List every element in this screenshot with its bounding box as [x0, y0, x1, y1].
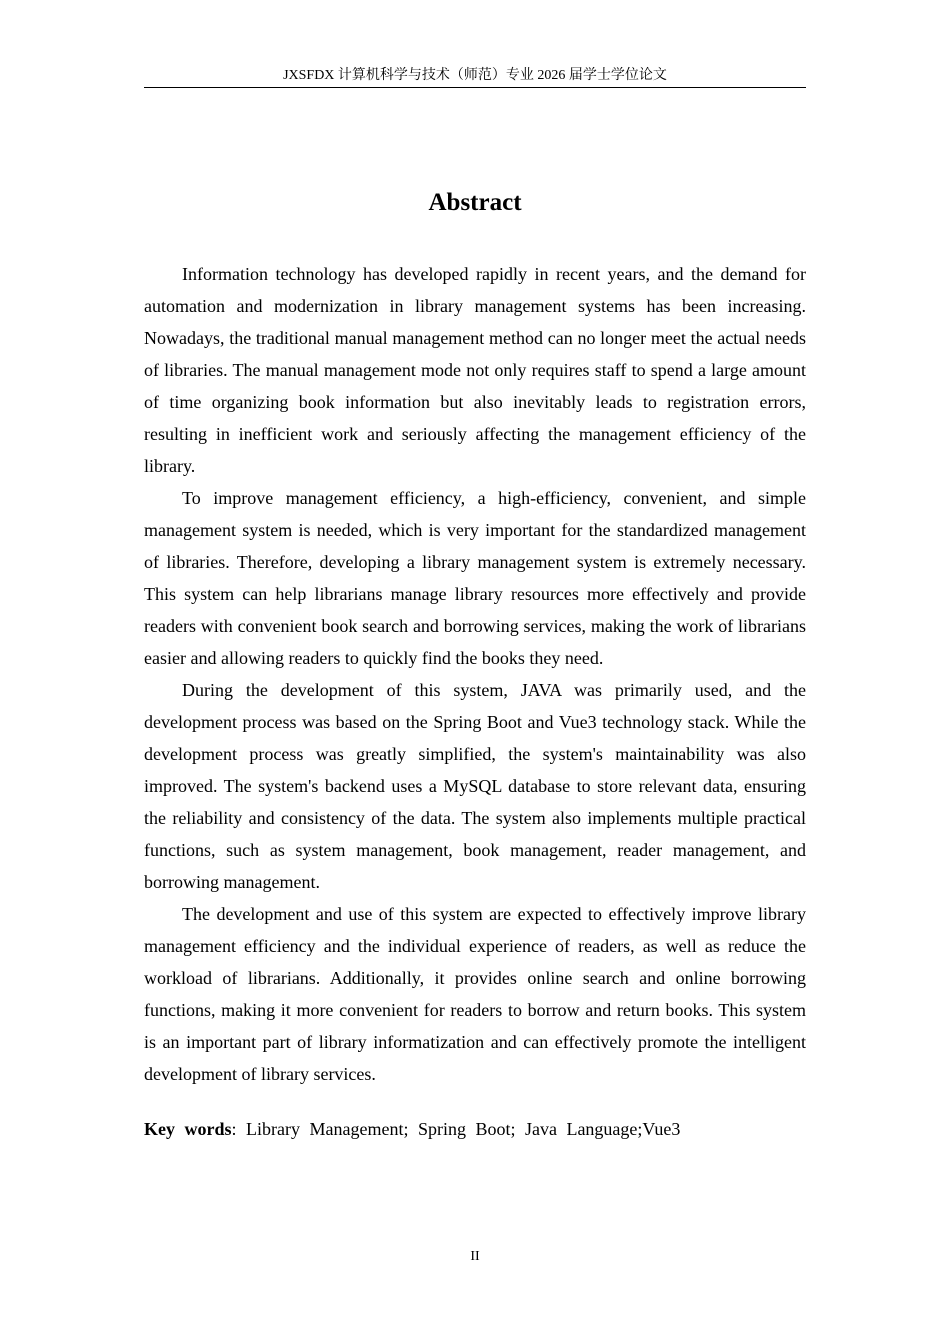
page-number: II [470, 1249, 480, 1264]
abstract-body [144, 258, 806, 1090]
keywords-separator: : [231, 1119, 247, 1139]
keywords-text: Library Management; Spring Boot; Java Language;Vue3 [246, 1119, 681, 1139]
running-header: JXSFDX 计算机科学与技术（师范）专业 2026 届学士学位论文 [144, 66, 806, 88]
keywords-label: Key words [144, 1119, 232, 1139]
abstract-paragraph-2: To improve management efficiency, a high-efficiency, convenient, and simple management system is needed, which is very important for the standardized management of libraries. Therefore, developing a library management system is extremely necessary. This system can help librarians manage library resources more effectively and provide readers with convenient book search and borrowing services, making the work of librarians easier and allowing readers to quickly find the books they need. [144, 488, 806, 668]
keywords-line [144, 1114, 806, 1144]
abstract-paragraph-1: Information technology has developed rapidly in recent years, and the demand for automation and modernization in library management systems has been increasing. Nowadays, the traditional manual management method can no longer meet the actual needs of libraries. The manual management mode not only requires staff to spend a large amount of time organizing book information but also inevitably leads to registration errors, resulting in inefficient work and seriously affecting the management efficiency of the library. [144, 264, 806, 476]
abstract-title: Abstract [428, 189, 522, 216]
abstract-paragraph-4: The development and use of this system are expected to effectively improve library management efficiency and the individual experience of readers, as well as reduce the workload of librarians. Additionally, it provides online search and online borrowing functions, making it more convenient for readers to borrow and return books. This system is an important part of library informatization and can effectively promote the intelligent development of library services. [144, 904, 806, 1084]
abstract-paragraph-3: During the development of this system, JAVA was primarily used, and the development process was based on the Spring Boot and Vue3 technology stack. While the development process was greatly simplified, the system's maintainability was also improved. The system's backend uses a MySQL database to store relevant data, ensuring the reliability and consistency of the data. The system also implements multiple practical functions, such as system management, book management, reader management, and borrowing management. [144, 680, 806, 892]
